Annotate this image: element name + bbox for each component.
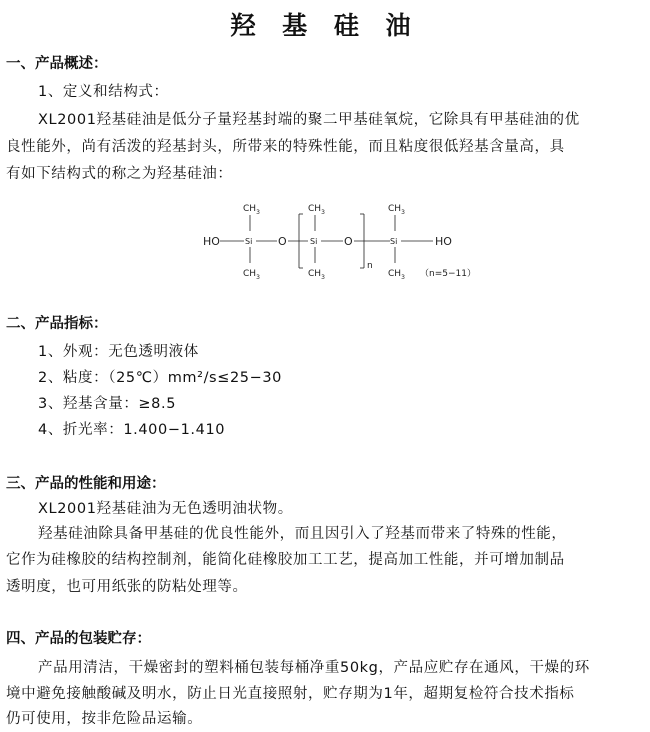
paragraph-line: XL2001羟基硅油为无色透明油状物。	[38, 501, 293, 517]
spec-item-viscosity: 2、粘度：（25℃）mm²/s≤25−30	[38, 370, 283, 386]
paragraph-line: 它作为硅橡胶的结构控制剂，能简化硅橡胶加工工艺，提高加工性能，并可增加制品	[6, 552, 565, 568]
methyl-label: $CH_3$	[388, 269, 405, 281]
section-heading-performance: 三、产品的性能和用途：	[6, 476, 166, 492]
oxygen-atom: O	[278, 235, 287, 248]
paragraph-line: 产品用清洁，干燥密封的塑料桶包装每桶净重50kg，产品应贮存在通风，干燥的环	[38, 660, 590, 676]
section-heading-specs: 二、产品指标：	[6, 316, 108, 332]
silicon-atom: Si	[390, 237, 398, 246]
paragraph-line: XL2001羟基硅油是低分子量羟基封端的聚二甲基硅氧烷，它除具有甲基硅油的优	[38, 112, 580, 128]
paragraph-line: 境中避免接触酸碱及明水，防止日光直接照射，贮存期为1年，超期复检符合技术指标	[6, 686, 575, 702]
methyl-label: $CH_3$	[388, 204, 405, 216]
spec-item-appearance: 1、外观：无色透明液体	[38, 344, 199, 360]
spec-item-refractive-index: 4、折光率：1.400−1.410	[38, 422, 226, 438]
methyl-label: $CH_3$	[243, 269, 260, 281]
repeat-count-n: n	[367, 261, 373, 271]
methyl-label: $CH_3$	[243, 204, 260, 216]
silicon-atom: Si	[245, 237, 253, 246]
section-heading-packaging: 四、产品的包装贮存：	[6, 631, 151, 647]
repeat-range-note: （n=5−11）	[420, 269, 476, 279]
structural-formula	[195, 198, 495, 283]
paragraph-line: 仍可使用，按非危险品运输。	[6, 711, 203, 727]
paragraph-line: 透明度，也可用纸张的防粘处理等。	[6, 579, 248, 595]
hydroxyl-left: HO	[203, 235, 220, 248]
silicon-atom: Si	[310, 237, 318, 246]
oxygen-atom: O	[344, 235, 353, 248]
paragraph-line: 羟基硅油除具备甲基硅的优良性能外，而且因引入了羟基而带来了特殊的性能，	[38, 526, 567, 542]
document-title: 羟 基 硅 油	[230, 11, 420, 40]
spec-item-hydroxyl-content: 3、羟基含量：≥8.5	[38, 396, 177, 412]
paragraph-line: 良性能外，尚有活泼的羟基封头，所带来的特殊性能，而且粘度很低羟基含量高，具	[6, 139, 565, 155]
section-heading-overview: 一、产品概述：	[6, 56, 108, 72]
hydroxyl-right: HO	[435, 235, 452, 248]
methyl-label: $CH_3$	[308, 269, 325, 281]
subheading-definition: 1、定义和结构式：	[38, 84, 169, 100]
methyl-label: $CH_3$	[308, 204, 325, 216]
paragraph-line: 有如下结构式的称之为羟基硅油：	[6, 166, 233, 182]
